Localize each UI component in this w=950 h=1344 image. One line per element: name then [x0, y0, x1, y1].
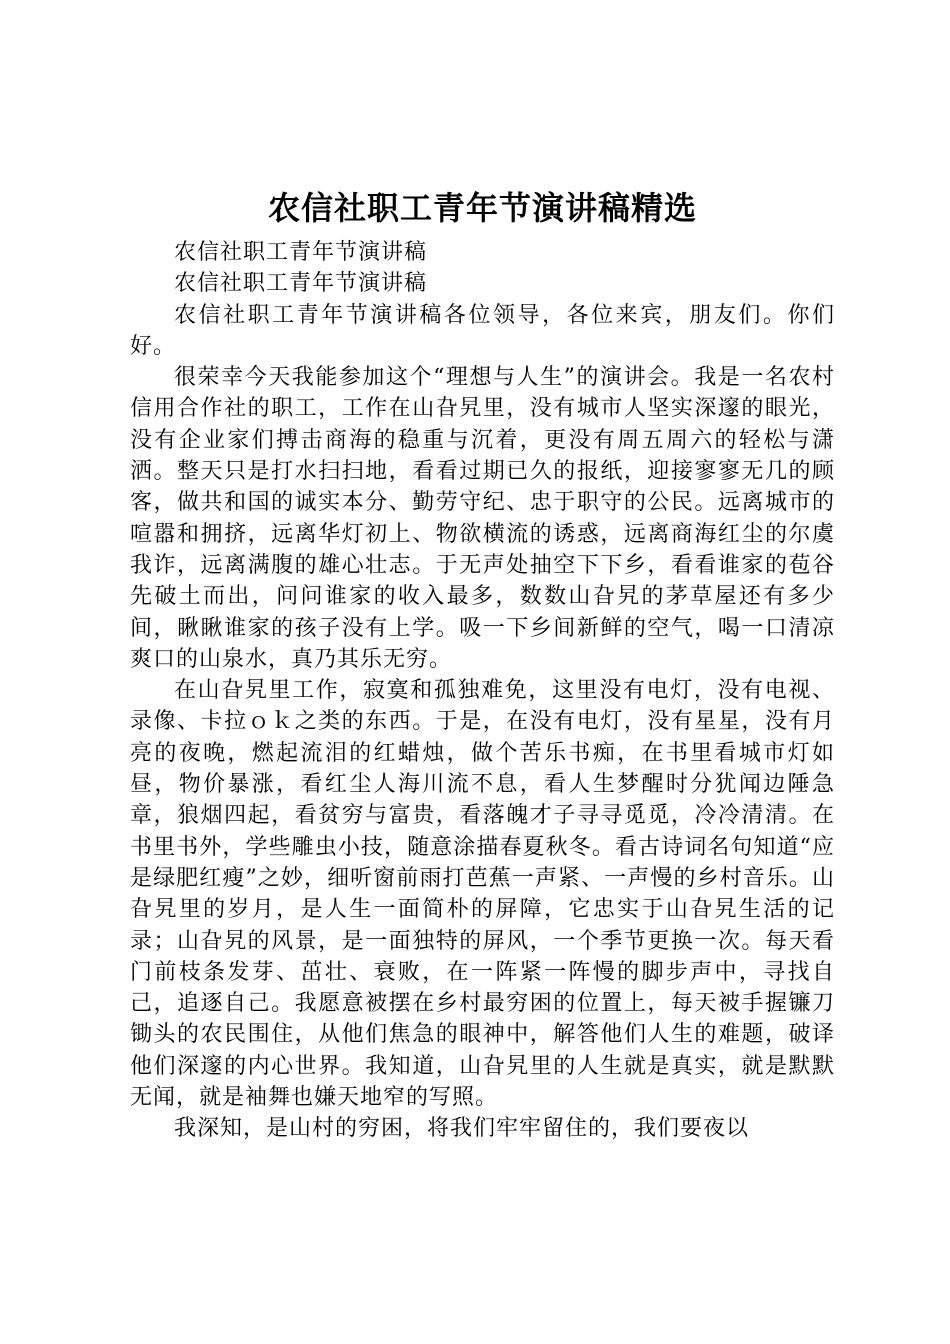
document-title: 农信社职工青年节演讲稿精选 — [267, 189, 697, 227]
document-page — [130, 183, 835, 1145]
paragraph: 农信社职工青年节演讲稿各位领导，各位来宾，朋友们。你们好。 — [130, 302, 835, 359]
paragraph: 很荣幸今天我能参加这个“理想与人生”的演讲会。我是一名农村信用合作社的职工，工作在山旮旯里，没有城市人坚实深邃的眼光，没有企业家们搏击商海的稳重与沉着，更没有周五周六的轻松与潇洒。整天只是打水扫扫地，看看过期已久的报纸，迎接寥寥无几的顾客，做共和国的诚实本分、勤劳守纪、忠于职守的公民。远离城市的喧嚣和拥挤，远离华灯初上、物欲横流的诱惑，远离商海红尘的尔虞我诈，远离满腹的雄心壮志。于无声处抽空下下乡，看看谁家的苞谷先破土而出，问问谁家的收入最多，数数山旮旯的茅草屋还有多少间，瞅瞅谁家的孩子没有上学。吸一下乡间新鲜的空气，喝一口清凉爽口的山泉水，真乃其乐无穷。 — [130, 365, 835, 672]
paragraph: 我深知，是山村的穷困，将我们牢牢留住的，我们要夜以 — [174, 1116, 750, 1142]
paragraph: 在山旮旯里工作，寂寞和孤独难免，这里没有电灯，没有电视、录像、卡拉ｏｋ之类的东西。于是，在没有电灯，没有星星，没有月亮的夜晚，燃起流泪的红蜡烛，做个苦乐书痴，在书里看城市灯如昼，物价暴涨，看红尘人海川流不息，看人生梦醒时分犹闻边陲急章，狼烟四起，看贫穷与富贵，看落魄才子寻寻觅觅，冷冷清清。在书里书外，学些雕虫小技，随意涂描春夏秋冬。看古诗词名句知道“应是绿肥红瘦”之妙，细听窗前雨打芭蕉一声紧、一声慢的乡村音乐。山旮旯里的岁月，是人生一面简朴的屏障，它忠实于山旮旯生活的记录；山旮旯的风景，是一面独特的屏风，一个季节更换一次。每天看门前枝条发芽、茁壮、衰败，在一阵紧一阵慢的脚步声中，寻找自己，追逐自己。我愿意被摆在乡村最穷困的位置上，每天被手握镰刀锄头的农民围住，从他们焦急的眼神中，解答他们人生的难题，破译他们深邃的内心世界。我知道，山旮旯里的人生就是真实，就是默默无闻，就是袖舞也嫌天地窄的写照。 — [130, 678, 835, 1111]
paragraph: 农信社职工青年节演讲稿 — [174, 271, 428, 297]
paragraph: 农信社职工青年节演讲稿 — [174, 240, 428, 265]
